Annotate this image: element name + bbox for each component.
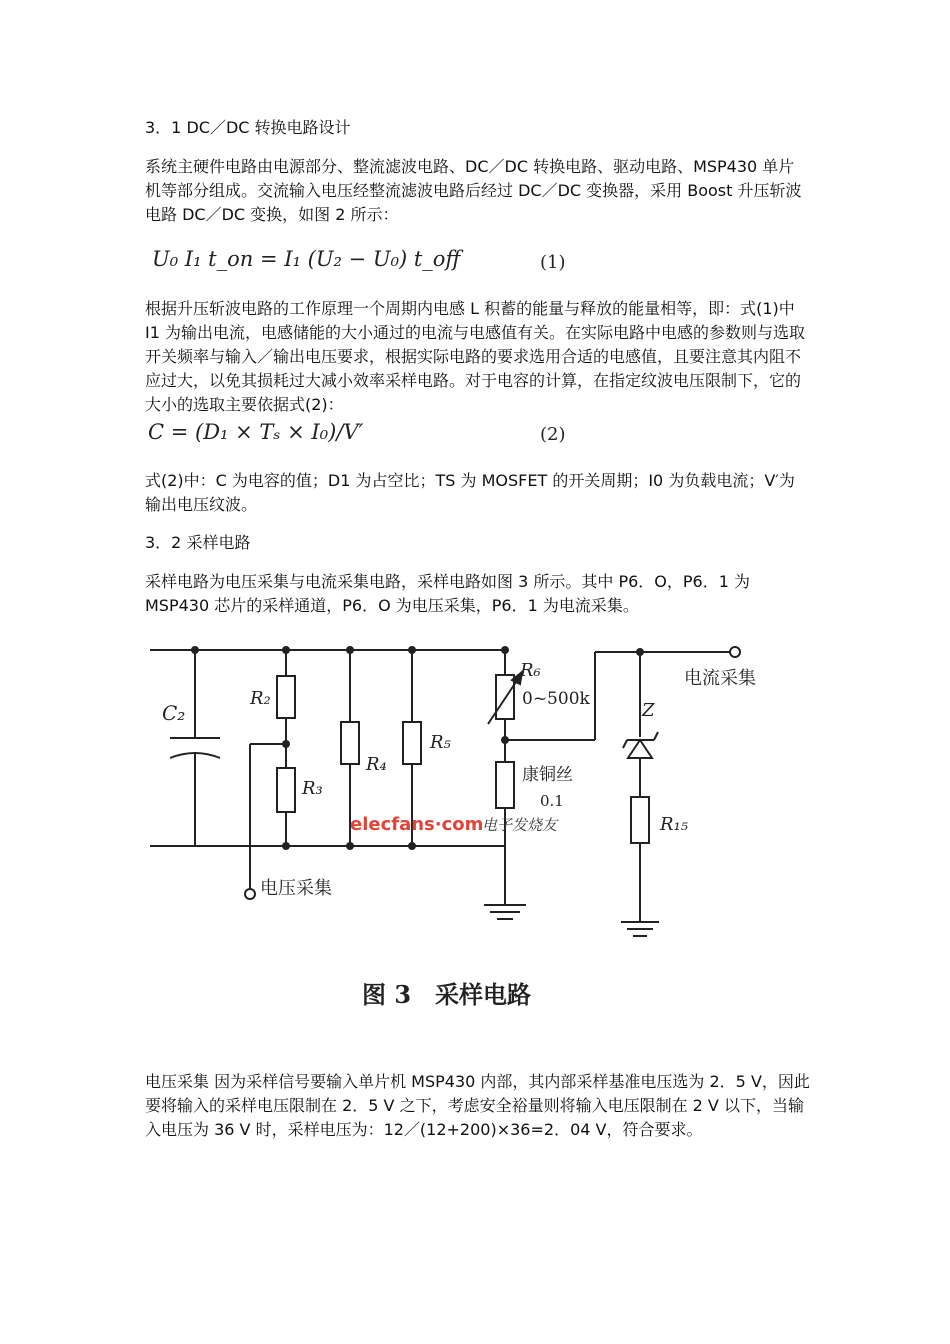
section-heading-3-2: 3．2 采样电路 bbox=[145, 533, 251, 552]
paragraph-equation-2-legend: 式(2)中：C 为电容的值；D1 为占空比；TS 为 MOSFET 的开关周期；I0 为负载电流；V′为输出电压纹波。 bbox=[145, 471, 795, 514]
paragraph-boost-principle: 根据升压斩波电路的工作原理一个周期内电感 L 积蓄的能量与释放的能量相等，即：式(1)中 I1 为输出电流，电感储能的大小通过的电流与电感值有关。在实际电路中电感的参数则与选取开关频率与输入／输出电压要求，根据实际电路的要求选用合适的电感值，且要注意其内阻不应过大，以免其损耗过大减小效率采样电路。对于电容的计算，在指定纹波电压限制下，它的大小的选取主要依据式(2)： bbox=[145, 299, 805, 414]
label-c2: C₂ bbox=[162, 701, 186, 725]
label-r5: R₅ bbox=[430, 732, 451, 753]
watermark-cn: 电子发烧友 bbox=[482, 816, 558, 834]
label-kangtong: 康铜丝 bbox=[522, 765, 573, 785]
label-r2: R₂ bbox=[250, 688, 271, 709]
label-r6-value: 0~500k bbox=[522, 689, 590, 709]
paragraph-voltage-sampling: 电压采集 因为采样信号要输入单片机 MSP430 内部，其内部采样基准电压选为 2．5 V，因此要将输入的采样电压限制在 2．5 V 之下，考虑安全裕量则将输入电压限制在 2 V 以下，当输入电压为 36 V 时，采样电压为：12／(12+200)×36=2．04 V，符合要求。 bbox=[145, 1072, 810, 1139]
paragraph-dcdc-overview: 系统主硬件电路由电源部分、整流滤波电路、DC／DC 转换电路、驱动电路、MSP430 单片机等部分组成。交流输入电压经整流滤波电路后经过 DC／DC 变换器，采用 Boost 升压斩波电路 DC／DC 变换，如图 2 所示： bbox=[145, 157, 802, 224]
label-zener: Z bbox=[642, 700, 655, 721]
watermark-logo: elecfans·com bbox=[350, 814, 484, 835]
equation-2: C = (D₁ × Tₛ × I₀)/V′ bbox=[148, 420, 364, 444]
equation-1-number: (1) bbox=[540, 252, 566, 273]
label-kangtong-value: 0.1 bbox=[540, 792, 564, 810]
label-r6: R₆ bbox=[520, 660, 541, 681]
label-r15: R₁₅ bbox=[660, 814, 688, 835]
equation-1: U₀ I₁ t_on = I₁ (U₂ − U₀) t_off bbox=[152, 247, 461, 271]
figure-caption: 图 3 采样电路 bbox=[362, 980, 532, 1009]
equation-2-number: (2) bbox=[540, 424, 566, 445]
label-r3: R₃ bbox=[302, 778, 323, 799]
label-r4: R₄ bbox=[366, 754, 387, 775]
section-heading-3-1: 3．1 DC／DC 转换电路设计 bbox=[145, 118, 351, 137]
label-voltage-sampling: 电压采集 bbox=[260, 878, 332, 899]
paragraph-sampling-overview: 采样电路为电压采集与电流采集电路，采样电路如图 3 所示。其中 P6．O，P6．1 为 MSP430 芯片的采样通道，P6．O 为电压采集，P6．1 为电流采集。 bbox=[145, 572, 750, 615]
label-current-sampling: 电流采集 bbox=[684, 668, 756, 689]
